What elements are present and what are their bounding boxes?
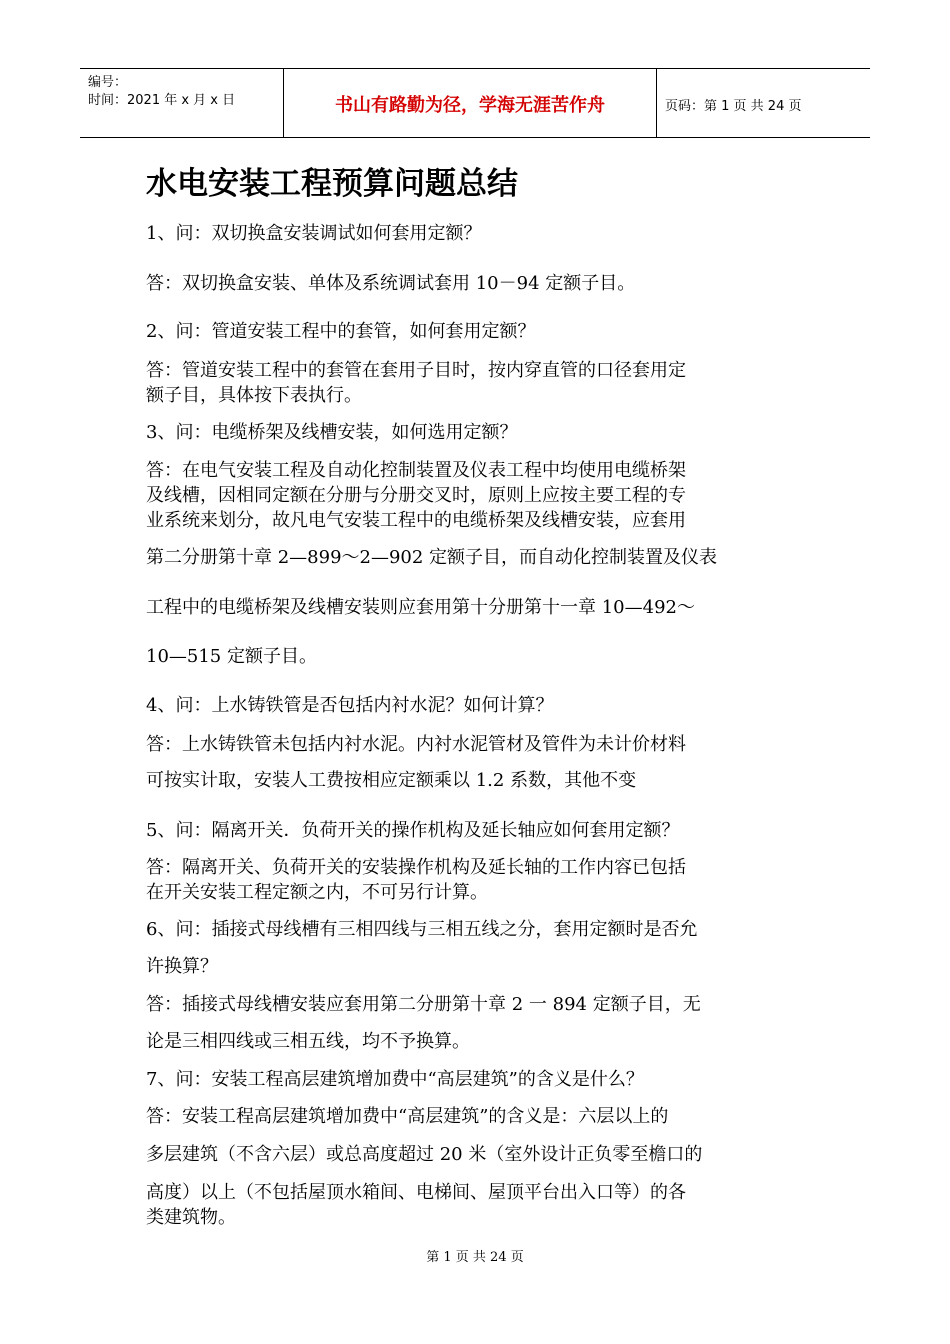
text-line: 答：在电气安装工程及自动化控制装置及仪表工程中均使用电缆桥架 [146, 460, 686, 481]
text-line: 5、问：隔离开关．负荷开关的操作机构及延长轴应如何套用定额？ [146, 820, 680, 841]
text-line: 可按实计取，安装人工费按相应定额乘以 1.2 系数，其他不变 [146, 770, 637, 791]
text-line: 3、问：电缆桥架及线槽安装，如何选用定额？ [146, 422, 518, 443]
header-page-info: 页码：第 1 页 共 24 页 [665, 99, 802, 114]
text-line: 答：管道安装工程中的套管在套用子目时，按内穿直管的口径套用定 [146, 360, 686, 381]
text-line: 额子目，具体按下表执行。 [146, 385, 362, 406]
header-page-info-cell [655, 69, 870, 137]
text-line: 6、问：插接式母线槽有三相四线与三相五线之分，套用定额时是否允 [146, 919, 698, 940]
document-date: 时间：2021 年 x 月 x 日 [88, 93, 236, 108]
text-line: 2、问：管道安装工程中的套管，如何套用定额？ [146, 321, 536, 342]
text-line: 7、问：安装工程高层建筑增加费中“高层建筑”的含义是什么？ [146, 1069, 644, 1090]
text-line: 高度）以上（不包括屋顶水箱间、电梯间、屋顶平台出入口等）的各 [146, 1182, 686, 1203]
text-line: 工程中的电缆桥架及线槽安装则应套用第十分册第十一章 10—492～ [146, 597, 695, 618]
text-line: 4、问：上水铸铁管是否包括内衬水泥？如何计算？ [146, 695, 554, 716]
text-line: 答：插接式母线槽安装应套用第二分册第十章 2 一 894 定额子目，无 [146, 994, 701, 1015]
header-motto-cell [283, 69, 657, 137]
header-motto: 书山有路勤为径，学海无涯苦作舟 [335, 95, 605, 116]
header-meta [80, 69, 283, 137]
text-line: 答：上水铸铁管未包括内衬水泥。内衬水泥管材及管件为未计价材料 [146, 734, 686, 755]
text-line: 论是三相四线或三相五线，均不予换算。 [146, 1031, 470, 1052]
text-line: 1、问：双切换盒安装调试如何套用定额？ [146, 223, 482, 244]
text-line: 10—515 定额子目。 [146, 646, 317, 667]
text-line: 类建筑物。 [146, 1207, 236, 1228]
text-line: 业系统来划分，故凡电气安装工程中的电缆桥架及线槽安装，应套用 [146, 510, 686, 531]
page-footer: 第 1 页 共 24 页 [426, 1250, 524, 1265]
text-line: 多层建筑（不含六层）或总高度超过 20 米（室外设计正负零至檐口的 [146, 1144, 703, 1165]
text-line: 答：双切换盒安装、单体及系统调试套用 10－94 定额子目。 [146, 273, 636, 294]
text-line: 第二分册第十章 2—899～2—902 定额子目，而自动化控制装置及仪表 [146, 547, 718, 568]
document-title: 水电安装工程预算问题总结 [146, 166, 518, 202]
text-line: 及线槽，因相同定额在分册与分册交叉时，原则上应按主要工程的专 [146, 485, 686, 506]
text-line: 答：安装工程高层建筑增加费中“高层建筑”的含义是：六层以上的 [146, 1106, 669, 1127]
text-line: 答：隔离开关、负荷开关的安装操作机构及延长轴的工作内容已包括 [146, 857, 686, 878]
text-line: 许换算？ [146, 956, 218, 977]
document-number-label: 编号： [88, 75, 128, 90]
text-line: 在开关安装工程定额之内，不可另行计算。 [146, 882, 488, 903]
page-header [80, 68, 870, 138]
